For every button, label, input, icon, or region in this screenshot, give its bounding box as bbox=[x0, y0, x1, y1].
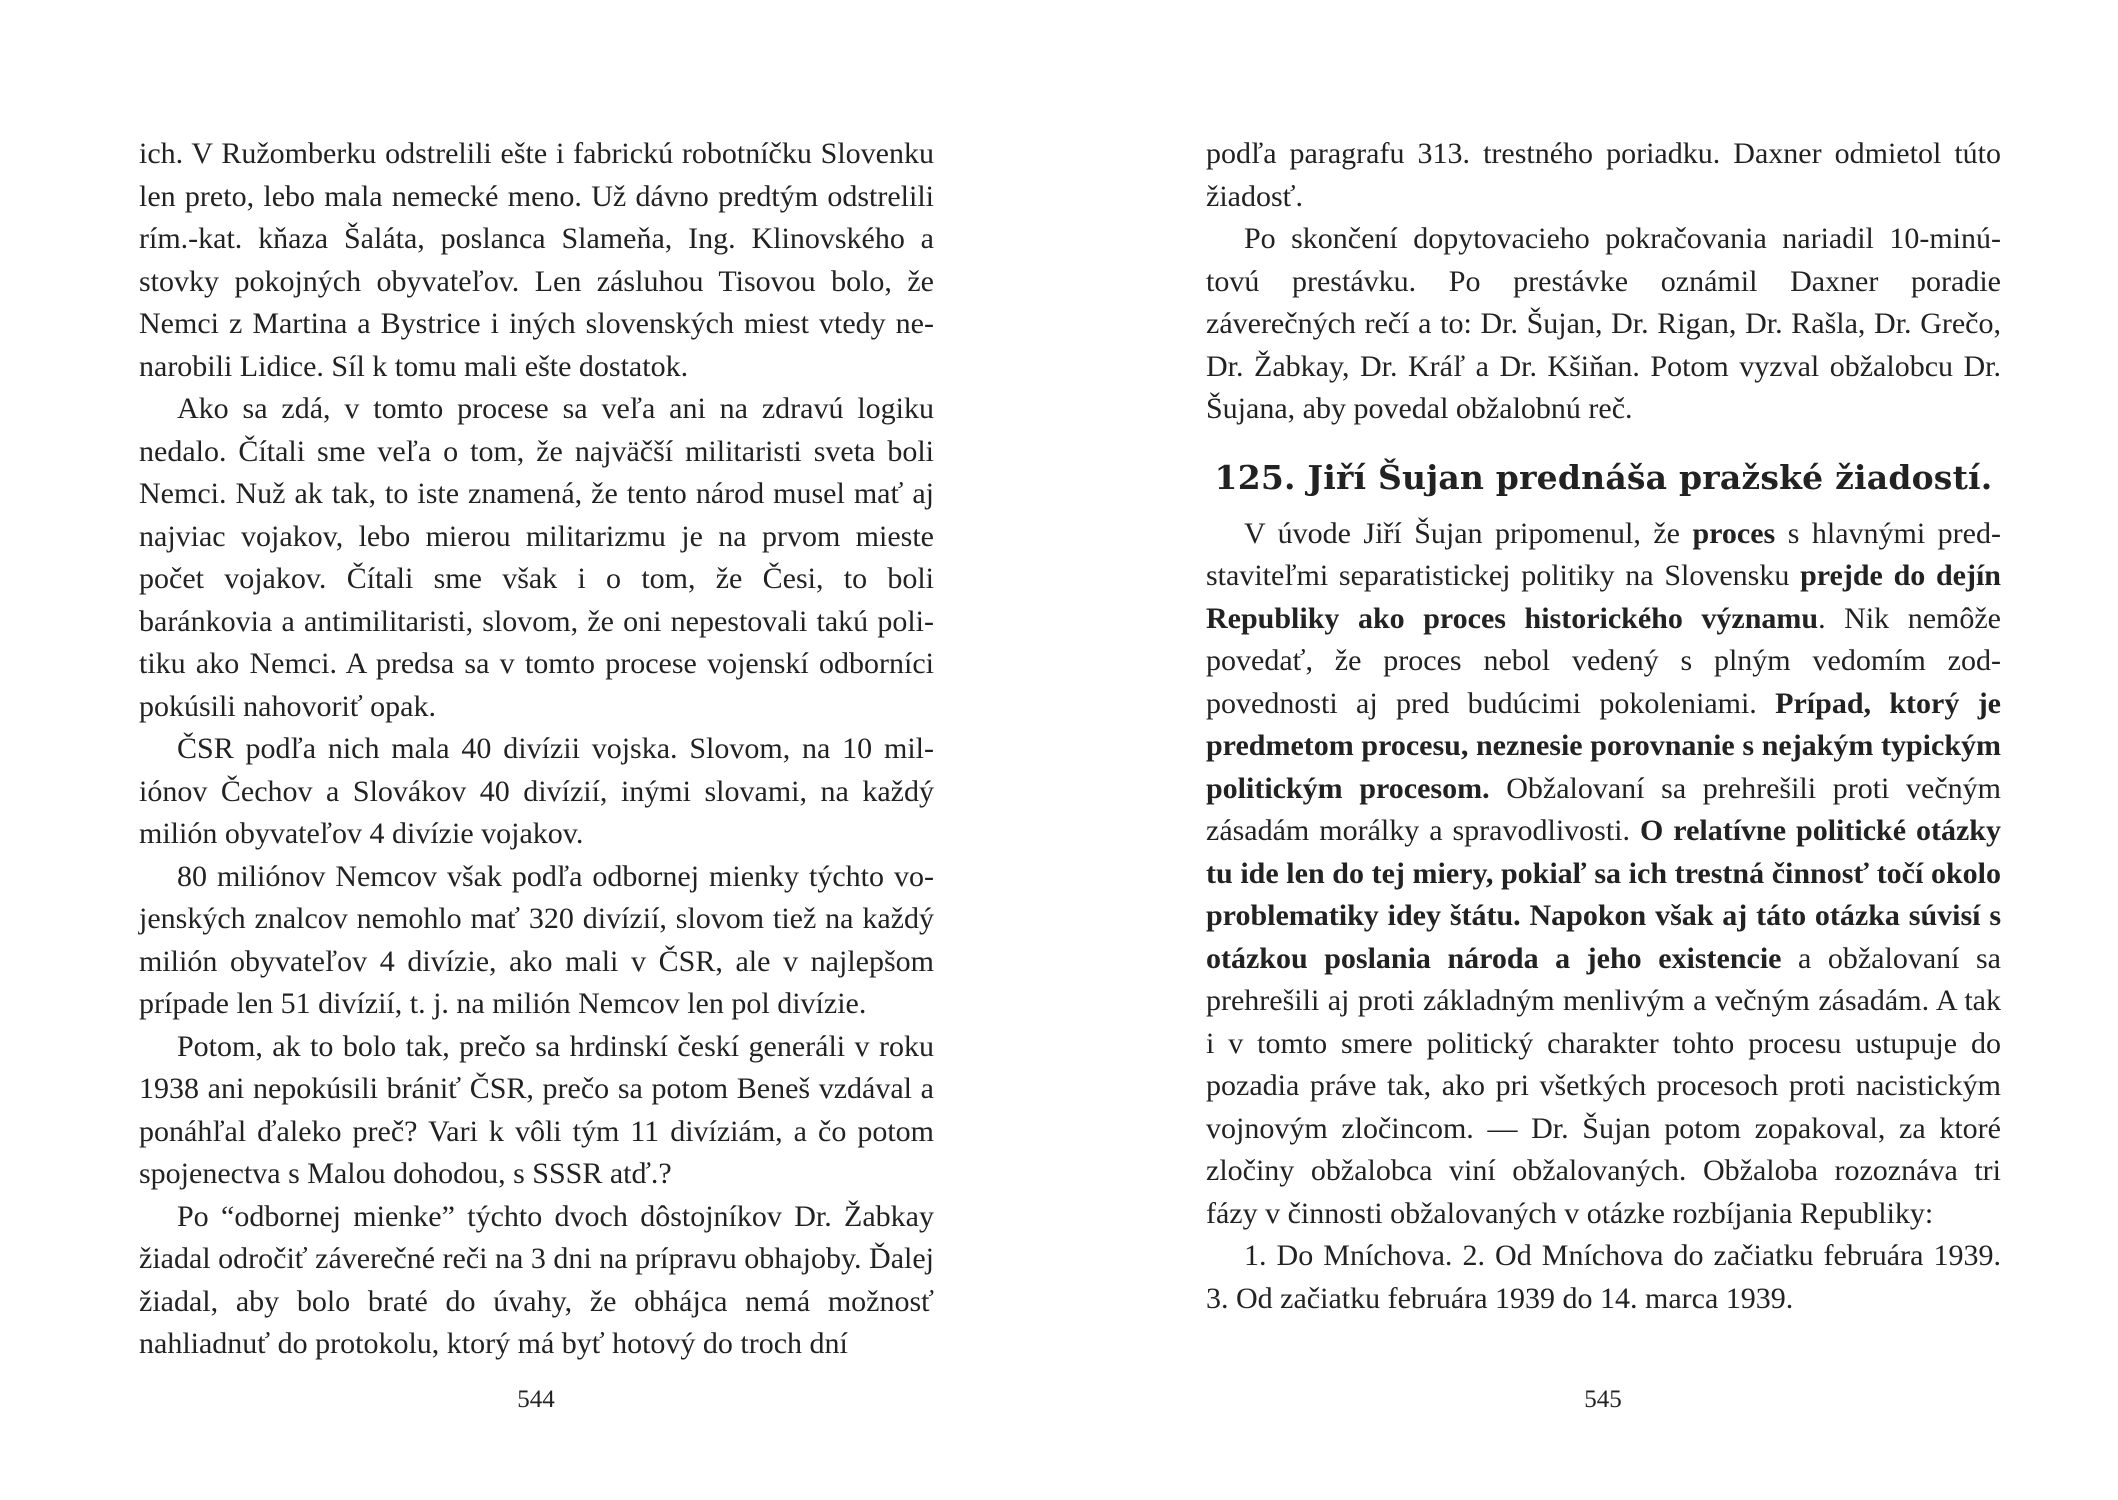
bold-text-run: proces bbox=[1692, 516, 1776, 550]
paragraph: 80 miliónov Nemcov však podľa odbornej mienky týchto vojenských znalcov nemohlo mať 320 divízií, slovom tiež na každý milión obyvateľov 4 divízie, ako mali v ČSR, ale v najlepšom prípade len 51 divízií, t. j. na milión Nemcov len pol divízie. bbox=[139, 859, 934, 1020]
page-number: 545 bbox=[1584, 1386, 1622, 1413]
paragraph: Potom, ak to bolo tak, prečo sa hrdinskí českí generáli v roku 1938 ani nepokúsili brániť ČSR, prečo sa potom Beneš vzdával a ponáhľal ďaleko preč? Vari k vôli tým 11 divíziám, a čo potom spojenectva s Malou dohodou, s SSSR atď.? bbox=[139, 1029, 934, 1190]
paragraph: 1. Do Mníchova. 2. Od Mníchova do začiatku februára 1939. 3. Od začiatku februára 1939 do 14. marca 1939. bbox=[1206, 1239, 2001, 1315]
section-heading: 125. Jiří Šujan prednáša pražské žiadostí. bbox=[1214, 457, 1993, 497]
paragraph: ČSR podľa nich mala 40 divízii vojska. Slovom, na 10 miliónov Čechov a Slovákov 40 divízií, inými slovami, na každý milión obyvateľov 4 divízie vojakov. bbox=[139, 732, 934, 850]
left-page bbox=[139, 133, 934, 1366]
text-run: s hlavnými predstaviteľmi separatistickej politiky na Slovensku bbox=[1206, 516, 2001, 592]
paragraph: podľa paragrafu 313. trestného poriadku. Daxner odmietol túto žiadosť. bbox=[1206, 137, 2001, 213]
bold-text-run: prejde do dejín Republiky ako proces historického významu bbox=[1206, 559, 2001, 635]
text-run: . Nik nemôže povedať, že proces nebol vedený s plným vedomím zodpovednosti aj pred budúcimi pokoleniami. bbox=[1206, 601, 2001, 720]
text-run: a obžalovaní sa prehrešili aj proti základným menlivým a večným zásadám. A tak i v tomto smere politický charakter tohto procesu ustupuje do pozadia práve tak, ako pri všetkých procesoch proti nacistickým vojnovým zločincom. — Dr. Šujan potom zopakoval, za ktoré zločiny obžalobca viní obžalovaných. Obžaloba rozoznáva tri fázy v činnosti obžalovaných v otázke rozbíjania Republiky: bbox=[1206, 941, 2001, 1230]
paragraph: Po “odbornej mienke” týchto dvoch dôstojníkov Dr. Žabkay žiadal odročiť záverečné reči na 3 dni na prípravu obhajoby. Ďalej žiadal, aby bolo braté do úvahy, že obhájca nemá možnosť nahliadnuť do protokolu, ktorý má byť hotový do troch dní bbox=[139, 1199, 934, 1360]
right-page bbox=[1206, 133, 2001, 1320]
page-number: 544 bbox=[517, 1386, 555, 1413]
text-run: V úvode Jiří Šujan pripomenul, že bbox=[1244, 516, 1693, 550]
paragraph bbox=[1206, 513, 2001, 1236]
paragraph: Po skončení dopytovacieho pokračovania nariadil 10-minútovú prestávku. Po prestávke oznámil Daxner poradie záverečných rečí a to: Dr. Šujan, Dr. Rigan, Dr. Rašla, Dr. Grečo, Dr. Žabkay, Dr. Kráľ a Dr. Kšiňan. Potom vyzval obžalobcu Dr. Šujana, aby povedal obžalobnú reč. bbox=[1206, 222, 2001, 425]
bold-text-run: Prípad, ktorý je predmetom procesu, neznesie porovnanie s nejakým typickým politickým procesom. bbox=[1206, 686, 2001, 805]
paragraph: ich. V Ružomberku odstrelili ešte i fabrickú robotníčku Slovenku len preto, lebo mala nemecké meno. Už dávno predtým odstrelili rím.-kat. kňaza Šaláta, poslanca Slameňa, Ing. Klinovského a stovky pokojných obyvateľov. Len zásluhou Tisovou bolo, že Nemci z Martina a Bystrice i iných slovenských miest vtedy nenarobili Lidice. Síl k tomu mali ešte dostatok. bbox=[139, 137, 934, 383]
text-run: Obžalovaní sa prehrešili proti večným zásadám morálky a spravodlivosti. bbox=[1206, 771, 2001, 847]
paragraph: Ako sa zdá, v tomto procese sa veľa ani na zdravú logiku nedalo. Čítali sme veľa o tom, že najväčší militaristi sveta boli Nemci. Nuž ak tak, to iste znamená, že tento národ musel mať aj najviac vojakov, lebo mierou militarizmu je na prvom mieste počet vojakov. Čítali sme však i o tom, že Česi, to boli baránkovia a antimilitaristi, slovom, že oni nepestovali takú politiku ako Nemci. A predsa sa v tomto procese vojenskí odborníci pokúsili nahovoriť opak. bbox=[139, 392, 934, 723]
bold-text-run: O relatívne politické otázky tu ide len do tej miery, pokiaľ sa ich trestná činnosť točí okolo problematiky idey štátu. Napokon však aj táto otázka súvisí s otázkou poslania národa a jeho existencie bbox=[1206, 814, 2001, 975]
